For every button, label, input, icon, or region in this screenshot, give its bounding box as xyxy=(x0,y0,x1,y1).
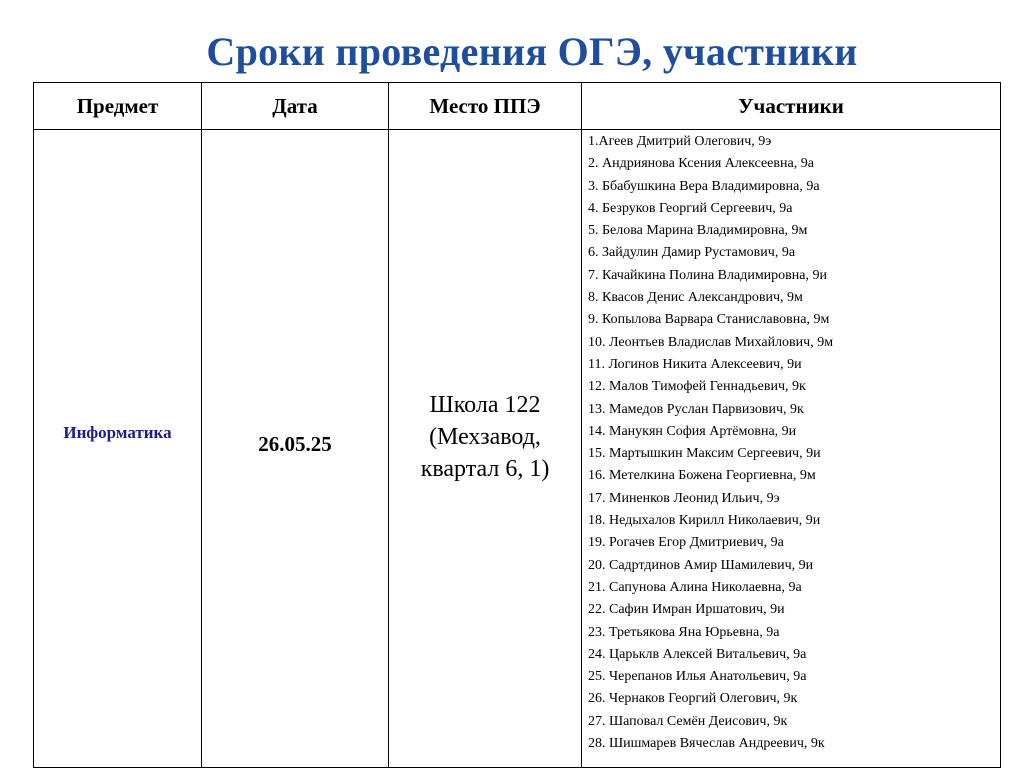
participant-item: 4. Безруков Георгий Сергеевич, 9а xyxy=(588,200,793,216)
participant-item: 9. Копылова Варвара Станиславовна, 9м xyxy=(588,312,830,328)
participant-item: 1.Агеев Дмитрий Олегович, 9э xyxy=(588,134,772,149)
participant-item: 22. Сафин Имран Иршатович, 9и xyxy=(588,602,785,618)
participant-item: 7. Качайкина Полина Владимировна, 9и xyxy=(588,267,827,283)
date-cell xyxy=(202,130,389,768)
place-line-1: Школа 122 xyxy=(429,391,541,418)
header-date: Дата xyxy=(202,83,389,130)
participants-list xyxy=(588,131,1000,755)
place-cell xyxy=(389,130,582,768)
participant-item: 2. Андриянова Ксения Алексеевна, 9а xyxy=(588,156,814,172)
participant-item: 28. Шишмарев Вячеслав Андреевич, 9к xyxy=(588,736,825,752)
participant-item: 26. Чернаков Георгий Олегович, 9к xyxy=(588,691,798,707)
participant-item: 10. Леонтьев Владислав Михайлович, 9м xyxy=(588,334,834,350)
participant-item: 25. Черепанов Илья Анатольевич, 9а xyxy=(588,669,807,685)
page-title: Сроки проведения ОГЭ, участники xyxy=(206,29,858,74)
participant-item: 14. Манукян София Артёмовна, 9и xyxy=(588,423,797,439)
header-participants: Участники xyxy=(582,83,1001,130)
participant-item: 20. Садртдинов Амир Шамилевич, 9и xyxy=(588,557,814,573)
participant-item: 18. Недыхалов Кирилл Николаевич, 9и xyxy=(588,513,821,529)
table-row xyxy=(34,130,1001,768)
participant-item: 5. Белова Марина Владимировна, 9м xyxy=(588,223,808,239)
participant-item: 6. Зайдулин Дамир Рустамович, 9а xyxy=(588,245,796,261)
participant-item: 8. Квасов Денис Александрович, 9м xyxy=(588,290,803,306)
participant-item: 23. Третьякова Яна Юрьевна, 9а xyxy=(588,624,780,640)
participant-item: 16. Метелкина Божена Георгиевна, 9м xyxy=(588,468,816,484)
participant-item: 24. Царьклв Алексей Витальевич, 9а xyxy=(588,646,807,662)
subject-text: Информатика xyxy=(63,422,172,442)
participant-item: 11. Логинов Никита Алексеевич, 9и xyxy=(588,356,802,372)
participant-item: 21. Сапунова Алина Николаевна, 9а xyxy=(588,579,802,595)
place-line-2: (Мехзавод, xyxy=(429,423,541,450)
subject-cell xyxy=(34,130,202,768)
participant-item: 13. Мамедов Руслан Парвизович, 9к xyxy=(588,401,804,417)
participant-item: 17. Миненков Леонид Ильич, 9э xyxy=(588,490,780,506)
exam-table xyxy=(33,82,1001,768)
participant-item: 27. Шаповал Семён Деисович, 9к xyxy=(588,713,788,729)
header-subject: Предмет xyxy=(34,83,202,130)
participants-cell xyxy=(582,130,1001,768)
date-text: 26.05.25 xyxy=(258,432,332,456)
participant-item: 15. Мартышкин Максим Сергеевич, 9и xyxy=(588,446,821,462)
place-line-3: квартал 6, 1) xyxy=(420,455,550,482)
header-row xyxy=(34,83,1001,130)
participant-item: 3. Ббабушкина Вера Владимировна, 9а xyxy=(588,178,820,194)
participant-item: 12. Малов Тимофей Геннадьевич, 9к xyxy=(588,379,806,395)
participant-item: 19. Рогачев Егор Дмитриевич, 9а xyxy=(588,535,784,551)
header-place: Место ППЭ xyxy=(389,83,582,130)
